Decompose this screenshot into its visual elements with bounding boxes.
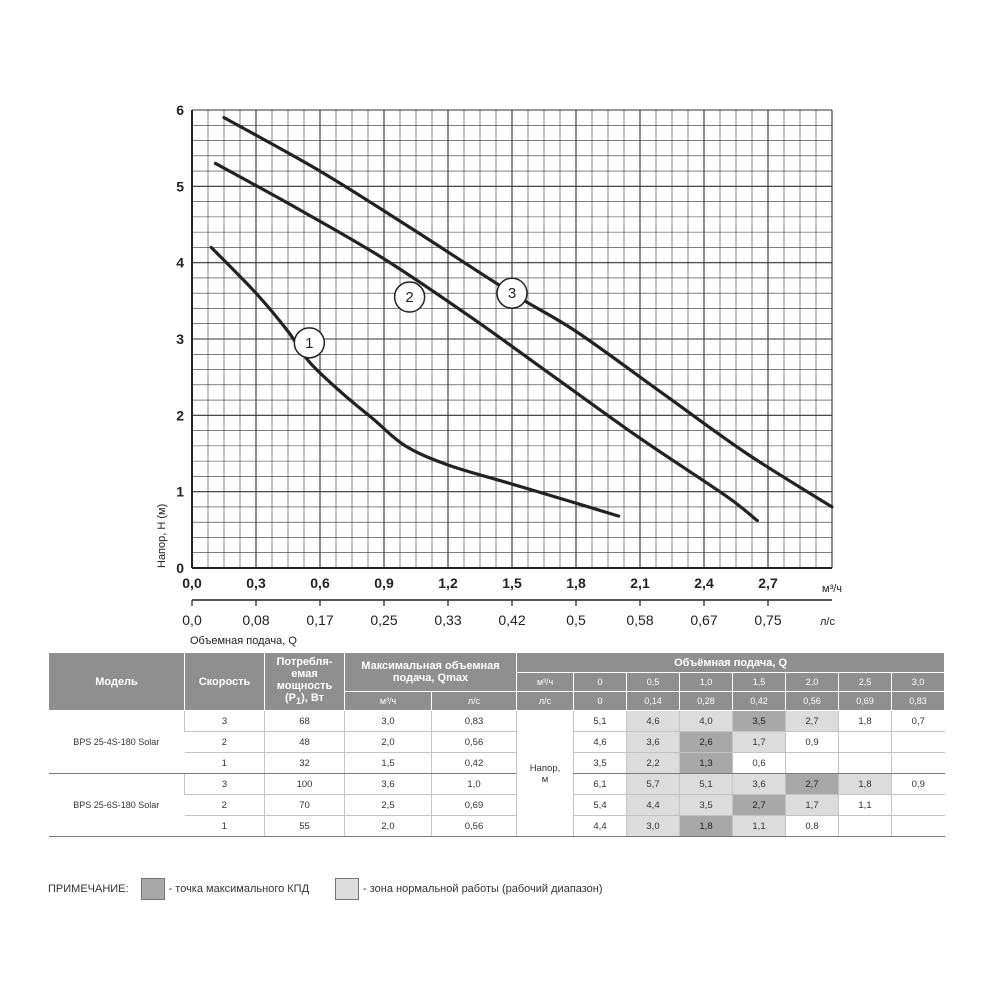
qmax-ls-cell: 0,56 — [432, 732, 517, 753]
y-axis-title: Напор, H (м) — [156, 503, 168, 568]
x2-tick-label: 0,58 — [626, 612, 654, 628]
head-value-cell: 1,3 — [680, 753, 733, 774]
head-value-cell — [839, 732, 892, 753]
power-cell: 32 — [265, 753, 345, 774]
head-value-cell: 5,1 — [574, 711, 627, 732]
qmax-m3h-cell: 1,5 — [345, 753, 432, 774]
qmax-m3h-cell: 3,0 — [345, 711, 432, 732]
head-value-cell: 0,7 — [892, 711, 945, 732]
head-value-cell — [839, 753, 892, 774]
flow-m3h-cell: 0 — [574, 673, 627, 692]
head-value-cell: 2,6 — [680, 732, 733, 753]
model-name-cell: BPS 25-4S-180 Solar — [49, 711, 185, 774]
curve-label-1 — [294, 328, 324, 358]
x-axis-title: Объемная подача, Q — [190, 635, 297, 647]
head-value-cell: 5,1 — [680, 774, 733, 795]
performance-table — [48, 652, 945, 837]
flow-ls-cell: 0,28 — [680, 692, 733, 711]
header-speed: Скорость — [185, 653, 265, 711]
head-value-cell: 1,1 — [733, 816, 786, 837]
head-value-cell: 1,8 — [680, 816, 733, 837]
qmax-ls-cell: 0,69 — [432, 795, 517, 816]
head-value-cell: 2,7 — [786, 774, 839, 795]
y-tick-label: 2 — [176, 407, 184, 424]
flow-ls-cell: 0,56 — [786, 692, 839, 711]
power-cell: 70 — [265, 795, 345, 816]
x2-tick-label: 0,42 — [498, 612, 526, 628]
head-value-cell: 0,9 — [786, 732, 839, 753]
note-label: ПРИМЕЧАНИЕ: — [48, 883, 129, 895]
max-efficiency-text: - точка максимального КПД — [168, 883, 310, 895]
table-row — [49, 774, 945, 795]
y-tick-label: 0 — [176, 560, 184, 576]
power-cell: 100 — [265, 774, 345, 795]
qmax-ls-cell: 0,83 — [432, 711, 517, 732]
normal-zone-text: - зона нормальной работы (рабочий диапазон) — [363, 883, 603, 895]
head-value-cell: 1,7 — [786, 795, 839, 816]
x-tick-label: 1,8 — [566, 575, 586, 591]
head-value-cell: 3,5 — [574, 753, 627, 774]
header-flow: Объёмная подача, Q — [517, 653, 945, 673]
header-unit-m3h: м³/ч — [517, 673, 574, 692]
head-value-cell: 5,7 — [627, 774, 680, 795]
y-tick-label: 5 — [176, 178, 184, 195]
x-tick-labels-secondary — [182, 612, 782, 628]
head-value-cell — [892, 795, 945, 816]
header-model: Модель — [49, 653, 185, 711]
flow-ls-cell: 0,83 — [892, 692, 945, 711]
head-value-cell: 3,6 — [627, 732, 680, 753]
flow-ls-cell: 0,14 — [627, 692, 680, 711]
y-tick-label: 6 — [176, 102, 184, 118]
head-value-cell: 1,8 — [839, 774, 892, 795]
x2-tick-label: 0,5 — [566, 612, 586, 628]
head-value-cell — [892, 816, 945, 837]
speed-cell: 1 — [185, 816, 265, 837]
head-value-cell: 2,7 — [786, 711, 839, 732]
header-unit-ls: л/с — [517, 692, 574, 711]
x2-tick-label: 0,17 — [306, 612, 334, 628]
head-label-cell: Напор, м — [517, 711, 574, 837]
head-value-cell: 6,1 — [574, 774, 627, 795]
curve-label-2 — [395, 282, 425, 312]
x-tick-label: 2,7 — [758, 575, 778, 591]
y-tick-label: 4 — [176, 254, 184, 271]
x2-tick-label: 0,75 — [754, 612, 782, 628]
power-cell: 68 — [265, 711, 345, 732]
head-value-cell: 4,0 — [680, 711, 733, 732]
head-value-cell: 0,6 — [733, 753, 786, 774]
x-unit-secondary: л/с — [820, 616, 835, 628]
head-value-cell: 4,6 — [627, 711, 680, 732]
flow-ls-cell: 0 — [574, 692, 627, 711]
flow-m3h-cell: 3,0 — [892, 673, 945, 692]
header-qmax-ls: л/с — [432, 692, 517, 711]
header-qmax-m3h: м³/ч — [345, 692, 432, 711]
pump-curves — [211, 118, 832, 521]
y-tick-label: 1 — [176, 483, 184, 500]
curve-label-text: 3 — [507, 285, 517, 303]
flow-m3h-cell: 1,5 — [733, 673, 786, 692]
head-value-cell — [892, 732, 945, 753]
speed-cell: 2 — [185, 795, 265, 816]
flow-m3h-cell: 2,5 — [839, 673, 892, 692]
head-value-cell: 3,0 — [627, 816, 680, 837]
head-value-cell: 3,5 — [733, 711, 786, 732]
head-value-cell: 5,4 — [574, 795, 627, 816]
x2-tick-label: 0,25 — [370, 612, 398, 628]
curve-label-text: 1 — [305, 334, 314, 352]
head-value-cell — [892, 753, 945, 774]
head-value-cell — [786, 753, 839, 774]
flow-m3h-cell: 1,0 — [680, 673, 733, 692]
normal-zone-swatch — [335, 878, 359, 900]
speed-cell: 3 — [185, 711, 265, 732]
model-name-cell: BPS 25-6S-180 Solar — [49, 774, 185, 837]
head-value-cell: 3,6 — [733, 774, 786, 795]
legend-note — [48, 876, 603, 902]
y-tick-labels — [176, 102, 184, 576]
qmax-m3h-cell: 2,0 — [345, 732, 432, 753]
flow-m3h-cell: 2,0 — [786, 673, 839, 692]
x-tick-labels-primary — [182, 575, 778, 591]
head-value-cell — [839, 816, 892, 837]
speed-cell: 3 — [185, 774, 265, 795]
head-value-cell: 1,7 — [733, 732, 786, 753]
x-unit-primary: м³/ч — [822, 583, 843, 595]
max-efficiency-swatch — [141, 878, 165, 900]
head-value-cell: 0,9 — [892, 774, 945, 795]
chart-grid — [192, 110, 832, 568]
speed-cell: 1 — [185, 753, 265, 774]
head-value-cell: 1,1 — [839, 795, 892, 816]
y-tick-label: 3 — [176, 331, 184, 347]
x2-tick-label: 0,67 — [690, 612, 718, 628]
x2-tick-label: 0,0 — [182, 612, 202, 628]
speed-cell: 2 — [185, 732, 265, 753]
curve-labels — [294, 278, 527, 358]
x-tick-label: 0,3 — [246, 575, 266, 591]
head-value-cell: 0,8 — [786, 816, 839, 837]
head-value-cell: 4,4 — [574, 816, 627, 837]
head-value-cell: 2,7 — [733, 795, 786, 816]
x-tick-label: 2,4 — [694, 575, 714, 591]
curve-label-3 — [497, 278, 527, 308]
power-cell: 55 — [265, 816, 345, 837]
curve-label-text: 2 — [405, 289, 414, 307]
x-tick-label: 2,1 — [630, 575, 650, 591]
head-value-cell: 1,8 — [839, 711, 892, 732]
head-value-cell: 4,4 — [627, 795, 680, 816]
x-tick-label: 0,0 — [182, 575, 202, 591]
qmax-ls-cell: 0,56 — [432, 816, 517, 837]
flow-ls-cell: 0,42 — [733, 692, 786, 711]
flow-m3h-cell: 0,5 — [627, 673, 680, 692]
qmax-m3h-cell: 2,0 — [345, 816, 432, 837]
head-value-cell: 2,2 — [627, 753, 680, 774]
x-tick-label: 0,9 — [374, 575, 394, 591]
header-qmax: Максимальная объемная подача, Qmax — [345, 653, 517, 692]
head-value-cell: 3,5 — [680, 795, 733, 816]
power-cell: 48 — [265, 732, 345, 753]
x-tick-label: 1,5 — [502, 575, 522, 591]
x-tick-label: 1,2 — [438, 575, 458, 591]
head-value-cell: 4,6 — [574, 732, 627, 753]
x2-tick-label: 0,33 — [434, 612, 462, 628]
qmax-m3h-cell: 3,6 — [345, 774, 432, 795]
flow-ls-cell: 0,69 — [839, 692, 892, 711]
x-tick-label: 0,6 — [310, 575, 330, 591]
table-row — [49, 711, 945, 732]
qmax-ls-cell: 1,0 — [432, 774, 517, 795]
qmax-m3h-cell: 2,5 — [345, 795, 432, 816]
qmax-ls-cell: 0,42 — [432, 753, 517, 774]
x2-tick-label: 0,08 — [242, 612, 270, 628]
header-power: Потребля- емая мощность $(P_1)$, Вт — [265, 653, 345, 711]
